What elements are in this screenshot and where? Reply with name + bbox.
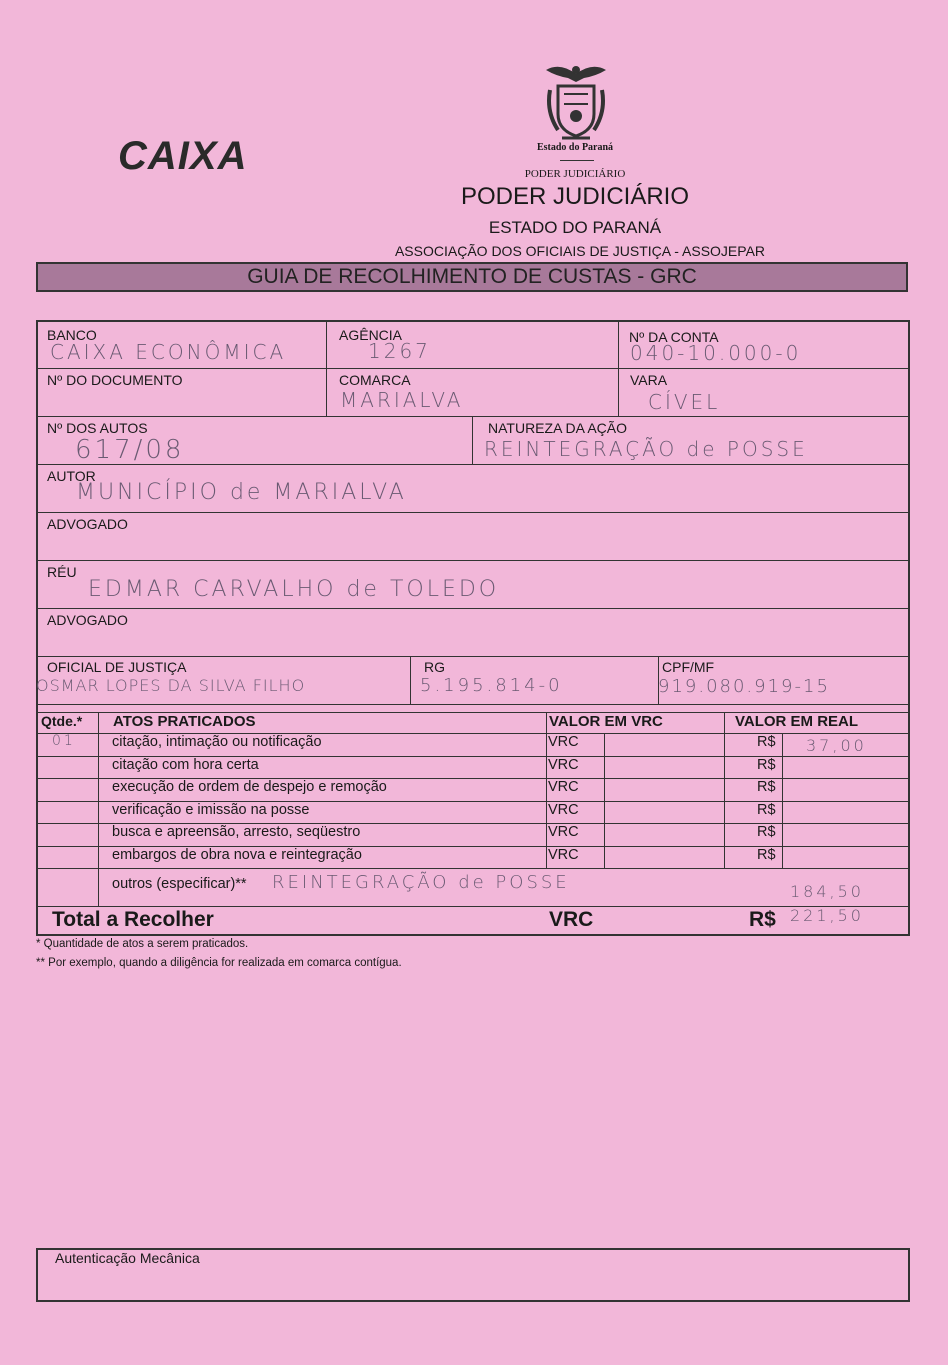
oficial-label: OFICIAL DE JUSTIÇA — [47, 659, 187, 675]
parana-coat-of-arms-icon — [540, 60, 612, 144]
col-vrc-header: VALOR EM VRC — [549, 713, 663, 730]
cpf-label: CPF/MF — [662, 659, 715, 675]
autor-label: AUTOR — [47, 468, 96, 484]
col-real-header: VALOR EM REAL — [735, 713, 859, 730]
conta-value: 040-10.000-0 — [630, 341, 802, 365]
autos-label: Nº DOS AUTOS — [47, 420, 148, 436]
row1-valor: 37,00 — [806, 736, 867, 755]
estado-do-parana: ESTADO DO PARANÁ — [488, 218, 662, 237]
autor-value: MUNICÍPIO de MARIALVA — [76, 480, 407, 505]
total-rs: R$ — [749, 908, 776, 931]
row5-vrc: VRC — [548, 824, 579, 840]
outros-valor: 184,50 — [790, 882, 864, 901]
rg-label: RG — [424, 659, 445, 675]
row1-vrc: VRC — [548, 734, 579, 750]
row6-rs: R$ — [757, 847, 776, 863]
cpf-value: 919.080.919-15 — [658, 676, 830, 697]
total-valor: 221,50 — [790, 906, 864, 925]
row6-vrc: VRC — [548, 847, 579, 863]
row5-ato: busca e apreensão, arresto, seqüestro — [112, 824, 361, 840]
outros-label: outros (especificar)** — [112, 876, 247, 892]
rg-value: 5.195.814-0 — [420, 675, 563, 696]
reu-label: RÉU — [47, 564, 77, 580]
oficial-value: OSMAR LOPES DA SILVA FILHO — [36, 676, 306, 695]
footnote-2: ** Por exemplo, quando a diligência for realizada em comarca contígua. — [36, 957, 402, 969]
agencia-label: AGÊNCIA — [339, 327, 403, 343]
form-title-bar: GUIA DE RECOLHIMENTO DE CUSTAS - GRC — [36, 262, 908, 292]
estado-label: Estado do Paraná — [536, 142, 614, 153]
col-atos-header: ATOS PRATICADOS — [113, 713, 256, 730]
natureza-value: REINTEGRAÇÃO de POSSE — [484, 437, 808, 461]
banco-label: BANCO — [47, 327, 97, 343]
poder-judiciario-small: PODER JUDICIÁRIO — [524, 168, 626, 180]
row3-rs: R$ — [757, 779, 776, 795]
autenticacao-label: Autenticação Mecânica — [55, 1250, 200, 1266]
form-box — [36, 320, 910, 936]
vara-label: VARA — [630, 372, 668, 388]
col-qtde-header: Qtde.* — [41, 713, 83, 729]
row4-vrc: VRC — [548, 802, 579, 818]
associacao-label: ASSOCIAÇÃO DOS OFICIAIS DE JUSTIÇA - ASSOJEPAR — [394, 243, 766, 259]
row2-rs: R$ — [757, 757, 776, 773]
total-vrc: VRC — [549, 908, 594, 931]
outros-value: REINTEGRAÇÃO de POSSE — [272, 872, 570, 893]
conta-label: Nº DA CONTA — [629, 329, 719, 345]
caixa-logo: CAIXA — [118, 134, 248, 178]
vara-value: CÍVEL — [648, 390, 721, 414]
comarca-label: COMARCA — [339, 372, 411, 388]
row1-ato: citação, intimação ou notificação — [112, 734, 322, 750]
row1-rs: R$ — [757, 734, 776, 750]
row4-rs: R$ — [757, 802, 776, 818]
divider — [560, 160, 594, 161]
autos-value: 617/08 — [75, 435, 185, 465]
row3-vrc: VRC — [548, 779, 579, 795]
advogado1-label: ADVOGADO — [47, 516, 128, 532]
poder-judiciario-title: PODER JUDICIÁRIO — [460, 183, 690, 210]
row4-ato: verificação e imissão na posse — [112, 802, 310, 818]
natureza-label: NATUREZA DA AÇÃO — [488, 420, 627, 436]
row2-vrc: VRC — [548, 757, 579, 773]
row1-qtde: 01 — [52, 733, 76, 749]
row5-rs: R$ — [757, 824, 776, 840]
row6-ato: embargos de obra nova e reintegração — [112, 847, 362, 863]
row2-ato: citação com hora certa — [112, 757, 259, 773]
row3-ato: execução de ordem de despejo e remoção — [112, 779, 387, 795]
footnote-1: * Quantidade de atos a serem praticados. — [36, 938, 249, 950]
comarca-value: MARIALVA — [340, 388, 464, 412]
banco-value: CAIXA ECONÔMICA — [50, 340, 287, 364]
total-label: Total a Recolher — [52, 908, 214, 931]
documento-label: Nº DO DOCUMENTO — [47, 372, 183, 388]
advogado2-label: ADVOGADO — [47, 612, 128, 628]
reu-value: EDMAR CARVALHO de TOLEDO — [88, 577, 500, 602]
agencia-value: 1267 — [368, 339, 431, 363]
